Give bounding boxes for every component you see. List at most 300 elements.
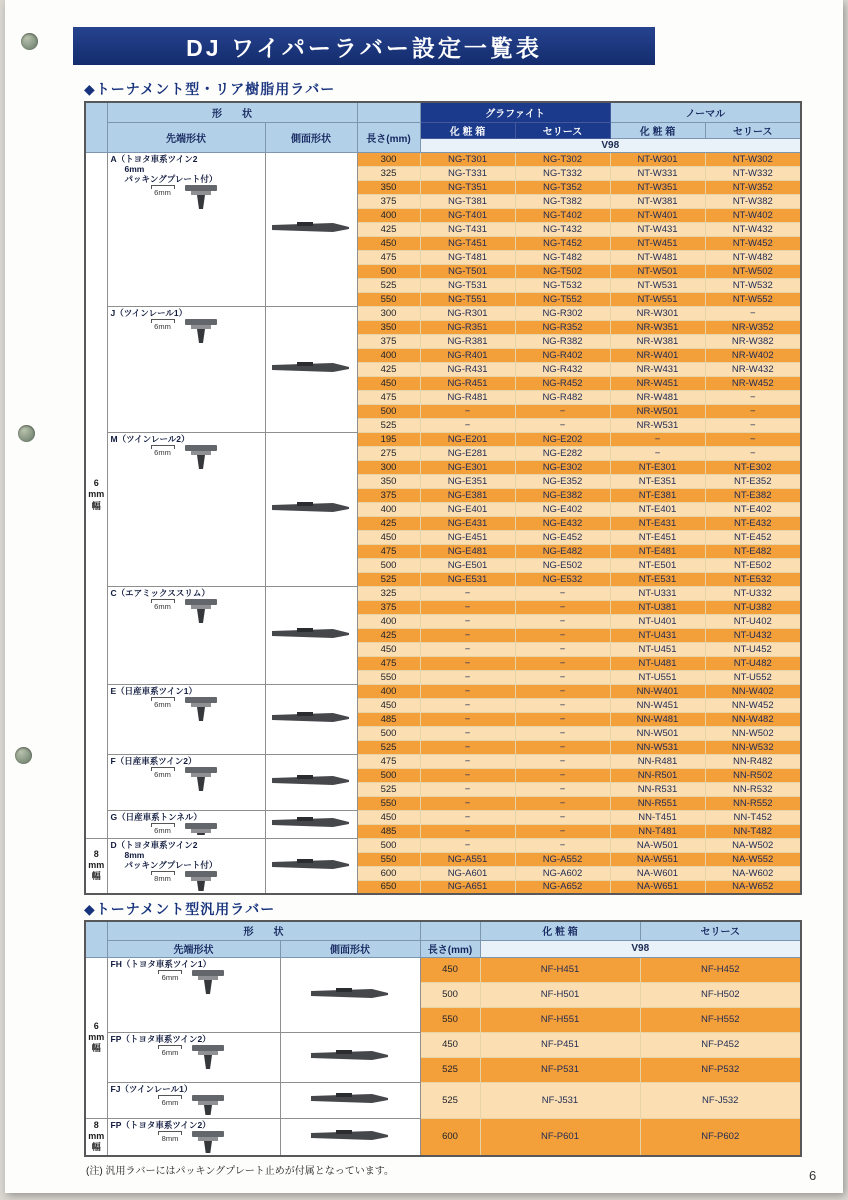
product-code-cell: NN-R502	[705, 768, 801, 782]
table-row	[85, 754, 801, 768]
side-shape-cell	[280, 1082, 420, 1118]
length-cell: 300	[357, 306, 420, 320]
product-code-cell: NG-T532	[515, 278, 610, 292]
product-code-cell: NG-A652	[515, 880, 610, 894]
product-code-cell: NG-R382	[515, 334, 610, 348]
length-cell: 525	[357, 418, 420, 432]
product-code-cell: NT-W531	[610, 278, 705, 292]
product-code-cell: NG-E532	[515, 572, 610, 586]
product-code-cell: −	[610, 432, 705, 446]
product-code-cell: NA-W502	[705, 838, 801, 852]
group-label: M（ツインレール2）	[110, 433, 190, 444]
length-cell: 450	[357, 810, 420, 824]
product-code-cell: −	[515, 600, 610, 614]
table-row	[85, 586, 801, 600]
product-code-cell: NT-W432	[705, 222, 801, 236]
product-code-cell: NG-E482	[515, 544, 610, 558]
product-code-cell: −	[420, 628, 515, 642]
product-code-cell: NT-U332	[705, 586, 801, 600]
product-code-cell: NT-E482	[705, 544, 801, 558]
product-code-cell: NF-P601	[480, 1118, 640, 1156]
product-code-cell: NT-E381	[610, 488, 705, 502]
product-code-cell: NR-W381	[610, 334, 705, 348]
product-code-cell: −	[515, 726, 610, 740]
product-code-cell: NG-T531	[420, 278, 515, 292]
section2-heading: ◆トーナメント型汎用ラバー	[84, 901, 276, 917]
shape-col-header: 形 状	[107, 921, 420, 940]
tip-shape-photo	[187, 969, 229, 995]
product-code-cell: NT-U382	[705, 600, 801, 614]
tip-shape-cell	[107, 1118, 280, 1156]
product-code-cell: NT-W331	[610, 166, 705, 180]
width-col-header	[85, 102, 107, 152]
product-code-cell: NG-R481	[420, 390, 515, 404]
product-code-cell: NF-H502	[640, 982, 801, 1007]
product-code-cell: NT-E382	[705, 488, 801, 502]
tip-size-label: 6mm	[158, 970, 182, 995]
product-code-cell: NG-T501	[420, 264, 515, 278]
group-label: E（日産車系ツイン1）	[110, 685, 197, 696]
product-code-cell: −	[705, 432, 801, 446]
product-code-cell: NG-T431	[420, 222, 515, 236]
length-cell: 400	[357, 684, 420, 698]
side-shape-cell	[265, 838, 357, 894]
tip-size-label: 8mm	[151, 871, 175, 890]
tip-size-label: 6mm	[151, 767, 175, 792]
product-code-cell: NG-T401	[420, 208, 515, 222]
product-code-cell: −	[420, 726, 515, 740]
normal-header: ノーマル	[610, 102, 801, 122]
side-shape-photo	[271, 774, 351, 787]
product-code-cell: −	[420, 712, 515, 726]
tip-shape-cell	[107, 306, 265, 432]
length-cell: 450	[357, 530, 420, 544]
product-code-cell: NN-T452	[705, 810, 801, 824]
product-code-cell: NN-W452	[705, 698, 801, 712]
group-label: C（エアミックススリム）	[110, 587, 210, 598]
table-row	[85, 684, 801, 698]
product-code-cell: NG-E432	[515, 516, 610, 530]
product-code-cell: NG-T451	[420, 236, 515, 250]
product-code-cell: −	[420, 656, 515, 670]
table-row	[85, 152, 801, 166]
length-cell: 550	[420, 1007, 480, 1032]
product-code-cell: NG-E381	[420, 488, 515, 502]
product-code-cell: −	[420, 740, 515, 754]
group-label: A（トヨタ車系ツイン2 6mm パッキングプレート付）	[110, 153, 218, 184]
width-label: 6 mm 幅	[85, 957, 107, 1118]
side-shape-cell	[280, 957, 420, 1032]
product-code-cell: NG-T302	[515, 152, 610, 166]
side-shape-cell	[280, 1032, 420, 1082]
length-cell: 475	[357, 390, 420, 404]
product-code-cell: NN-T451	[610, 810, 705, 824]
product-code-cell: NG-R482	[515, 390, 610, 404]
product-code-cell: NT-W332	[705, 166, 801, 180]
product-code-cell: NR-W401	[610, 348, 705, 362]
product-code-cell: NN-R531	[610, 782, 705, 796]
tip-shape-cell	[107, 152, 265, 306]
product-code-cell: NN-W402	[705, 684, 801, 698]
product-code-cell: −	[515, 418, 610, 432]
product-code-cell: NT-U551	[610, 670, 705, 684]
product-code-cell: NR-W382	[705, 334, 801, 348]
graphite-box-header: 化 粧 箱	[420, 122, 515, 138]
product-code-cell: NG-R452	[515, 376, 610, 390]
product-code-cell: NF-H552	[640, 1007, 801, 1032]
product-code-cell: NN-W502	[705, 726, 801, 740]
length-cell: 475	[357, 544, 420, 558]
side-shape-photo	[310, 1092, 390, 1105]
product-code-cell: NT-U331	[610, 586, 705, 600]
product-code-cell: NT-E431	[610, 516, 705, 530]
graphite-header: グラファイト	[420, 102, 610, 122]
product-code-cell: NG-E352	[515, 474, 610, 488]
shape-col-header: 形 状	[107, 102, 357, 122]
side-shape-photo	[271, 361, 351, 374]
product-code-cell: NN-R552	[705, 796, 801, 810]
length-cell: 550	[357, 670, 420, 684]
group-label: FP（トヨタ車系ツイン2）	[110, 1119, 211, 1130]
product-code-cell: NG-T382	[515, 194, 610, 208]
product-code-cell: NA-W601	[610, 866, 705, 880]
product-code-cell: −	[420, 698, 515, 712]
tip-size-label: 6mm	[151, 319, 175, 344]
table-row	[85, 1032, 801, 1057]
product-code-cell: NN-W401	[610, 684, 705, 698]
tip-shape-photo	[180, 822, 222, 835]
side-shape-photo	[310, 1049, 390, 1062]
product-code-cell: NT-W452	[705, 236, 801, 250]
product-code-cell: NG-T502	[515, 264, 610, 278]
header-row	[85, 102, 801, 122]
length-cell: 375	[357, 488, 420, 502]
product-code-cell: NN-W451	[610, 698, 705, 712]
product-code-cell: NT-W352	[705, 180, 801, 194]
side-shape-cell	[265, 306, 357, 432]
product-code-cell: −	[515, 824, 610, 838]
product-code-cell: NT-E401	[610, 502, 705, 516]
page-number: 6	[809, 1168, 817, 1183]
length-cell: 525	[420, 1057, 480, 1082]
product-code-cell: NT-E452	[705, 530, 801, 544]
product-code-cell: −	[515, 684, 610, 698]
product-code-cell: NT-W451	[610, 236, 705, 250]
binder-hole	[18, 425, 35, 442]
binder-hole	[15, 747, 32, 764]
product-code-cell: NN-T482	[705, 824, 801, 838]
product-code-cell: NT-E402	[705, 502, 801, 516]
product-code-cell: −	[515, 404, 610, 418]
product-code-cell: NN-T481	[610, 824, 705, 838]
product-code-cell: NT-U482	[705, 656, 801, 670]
length-cell: 525	[420, 1082, 480, 1118]
product-code-cell: NG-T332	[515, 166, 610, 180]
tip-shape-cell	[107, 1082, 280, 1118]
product-code-cell: NG-E401	[420, 502, 515, 516]
product-code-cell: NT-W302	[705, 152, 801, 166]
product-code-cell: −	[420, 586, 515, 600]
length-cell: 525	[357, 740, 420, 754]
product-code-cell: NT-E451	[610, 530, 705, 544]
product-code-cell: −	[420, 838, 515, 852]
tip-shape-photo	[187, 1130, 229, 1153]
product-code-cell: NG-T352	[515, 180, 610, 194]
length-cell: 350	[357, 474, 420, 488]
product-code-cell: NR-W481	[610, 390, 705, 404]
product-code-cell: NT-W501	[610, 264, 705, 278]
product-code-cell: NN-W482	[705, 712, 801, 726]
product-code-cell: NR-W301	[610, 306, 705, 320]
product-code-cell: NT-E532	[705, 572, 801, 586]
length-cell: 425	[357, 222, 420, 236]
normal-series-header: セリース	[705, 122, 801, 138]
product-code-cell: NG-T552	[515, 292, 610, 306]
general-rubber-table	[84, 920, 802, 1157]
length-cell: 425	[357, 516, 420, 530]
header-row	[85, 940, 801, 957]
length-cell: 325	[357, 166, 420, 180]
tip-shape-cell	[107, 754, 265, 810]
product-code-cell: NT-W502	[705, 264, 801, 278]
length-cell: 550	[357, 292, 420, 306]
side-shape-cell	[280, 1118, 420, 1156]
product-code-cell: NR-W451	[610, 376, 705, 390]
side-shape-photo	[310, 1129, 390, 1142]
product-code-cell: NG-A602	[515, 866, 610, 880]
tip-shape-cell	[107, 957, 280, 1032]
product-code-cell: −	[515, 656, 610, 670]
side-shape-header: 側面形状	[265, 122, 357, 152]
product-code-cell: NF-P451	[480, 1032, 640, 1057]
product-code-cell: NN-W501	[610, 726, 705, 740]
length-cell: 475	[357, 250, 420, 264]
product-code-cell: NG-E282	[515, 446, 610, 460]
catalog-page	[5, 0, 843, 1193]
product-code-cell: NG-R301	[420, 306, 515, 320]
table-row	[85, 1082, 801, 1118]
length-cell: 195	[357, 432, 420, 446]
product-code-cell: NR-W531	[610, 418, 705, 432]
length-col-spacer	[420, 921, 480, 940]
product-code-cell: NG-A552	[515, 852, 610, 866]
product-code-cell: NR-W452	[705, 376, 801, 390]
tip-shape-header: 先端形状	[107, 940, 280, 957]
product-code-cell: NG-E281	[420, 446, 515, 460]
side-shape-photo	[271, 501, 351, 514]
product-code-cell: NG-A651	[420, 880, 515, 894]
length-cell: 400	[357, 614, 420, 628]
product-code-cell: NF-J531	[480, 1082, 640, 1118]
product-code-cell: NN-W531	[610, 740, 705, 754]
footnote: (注) 汎用ラバーにはパッキングプレート止めが付属となっています。	[86, 1166, 394, 1177]
tip-shape-cell	[107, 810, 265, 838]
tip-size-label: 6mm	[151, 697, 175, 722]
product-code-cell: NT-W351	[610, 180, 705, 194]
product-code-cell: NT-E302	[705, 460, 801, 474]
product-code-cell: NG-R302	[515, 306, 610, 320]
product-code-cell: −	[705, 306, 801, 320]
side-shape-cell	[265, 684, 357, 754]
product-code-cell: −	[705, 418, 801, 432]
product-code-cell: NR-W402	[705, 348, 801, 362]
length-cell: 500	[357, 264, 420, 278]
v98-header: V98	[480, 940, 801, 957]
product-code-cell: NF-J532	[640, 1082, 801, 1118]
product-code-cell: NG-A601	[420, 866, 515, 880]
tip-size-label: 6mm	[151, 823, 175, 835]
product-code-cell: NT-U451	[610, 642, 705, 656]
length-cell: 550	[357, 852, 420, 866]
page-title: DJ ワイパーラバー設定一覧表	[186, 34, 542, 61]
product-code-cell: NG-E202	[515, 432, 610, 446]
length-cell: 500	[357, 726, 420, 740]
tip-shape-cell	[107, 432, 265, 586]
product-code-cell: NT-U402	[705, 614, 801, 628]
length-cell: 650	[357, 880, 420, 894]
length-cell: 350	[357, 320, 420, 334]
product-code-cell: NN-R482	[705, 754, 801, 768]
side-shape-photo	[271, 627, 351, 640]
product-code-cell: −	[515, 754, 610, 768]
product-code-cell: −	[705, 446, 801, 460]
product-code-cell: NG-T481	[420, 250, 515, 264]
side-shape-photo	[271, 816, 351, 829]
tip-size-label: 6mm	[151, 599, 175, 624]
length-cell: 325	[357, 586, 420, 600]
product-code-cell: NT-U431	[610, 628, 705, 642]
tip-shape-photo	[180, 318, 222, 344]
side-shape-photo	[310, 987, 390, 1000]
width-label: 8 mm 幅	[85, 838, 107, 894]
length-cell: 300	[357, 152, 420, 166]
length-cell: 485	[357, 712, 420, 726]
product-code-cell: NT-W551	[610, 292, 705, 306]
length-cell: 375	[357, 194, 420, 208]
table-row	[85, 838, 801, 852]
product-code-cell: NG-E351	[420, 474, 515, 488]
product-code-cell: NT-E301	[610, 460, 705, 474]
product-code-cell: −	[420, 614, 515, 628]
binder-hole	[21, 33, 38, 50]
product-code-cell: −	[420, 824, 515, 838]
product-code-cell: NG-E402	[515, 502, 610, 516]
product-code-cell: NT-U552	[705, 670, 801, 684]
product-code-cell: NG-E382	[515, 488, 610, 502]
product-code-cell: NG-E452	[515, 530, 610, 544]
product-code-cell: −	[515, 838, 610, 852]
product-code-cell: NG-T452	[515, 236, 610, 250]
product-code-cell: NT-U381	[610, 600, 705, 614]
product-code-cell: NT-W381	[610, 194, 705, 208]
length-cell: 500	[357, 768, 420, 782]
product-code-cell: NG-E451	[420, 530, 515, 544]
length-cell: 485	[357, 824, 420, 838]
product-code-cell: NT-U432	[705, 628, 801, 642]
length-cell: 375	[357, 600, 420, 614]
tip-size-label: 6mm	[158, 1095, 182, 1115]
side-shape-cell	[265, 152, 357, 306]
product-code-cell: NF-H501	[480, 982, 640, 1007]
title-banner	[73, 27, 655, 65]
tip-shape-photo	[180, 598, 222, 624]
length-cell: 425	[357, 628, 420, 642]
tip-size-label: 8mm	[158, 1131, 182, 1153]
product-code-cell: NT-E351	[610, 474, 705, 488]
length-cell: 450	[357, 236, 420, 250]
product-code-cell: NT-E501	[610, 558, 705, 572]
product-code-cell: NG-T551	[420, 292, 515, 306]
tip-shape-photo	[180, 766, 222, 792]
group-label: FP（トヨタ車系ツイン2）	[110, 1033, 211, 1044]
length-cell: 525	[357, 572, 420, 586]
tip-shape-photo	[187, 1094, 229, 1115]
length-cell: 600	[357, 866, 420, 880]
product-code-cell: NG-E302	[515, 460, 610, 474]
product-code-cell: NG-E201	[420, 432, 515, 446]
length-cell: 400	[357, 348, 420, 362]
product-code-cell: NG-R451	[420, 376, 515, 390]
side-shape-photo	[271, 858, 351, 871]
product-code-cell: NT-W431	[610, 222, 705, 236]
product-code-cell: −	[420, 768, 515, 782]
product-code-cell: NA-W501	[610, 838, 705, 852]
product-code-cell: NR-W431	[610, 362, 705, 376]
group-label: G（日産車系トンネル）	[110, 811, 202, 822]
product-code-cell: −	[420, 782, 515, 796]
side-shape-cell	[265, 754, 357, 810]
product-code-cell: NF-H451	[480, 957, 640, 982]
group-label: D（トヨタ車系ツイン2 8mm パッキングプレート付）	[110, 839, 218, 870]
product-code-cell: −	[515, 768, 610, 782]
product-code-cell: −	[420, 418, 515, 432]
product-code-cell: −	[420, 404, 515, 418]
product-code-cell: NR-W351	[610, 320, 705, 334]
length-cell: 450	[420, 957, 480, 982]
product-code-cell: NN-W532	[705, 740, 801, 754]
v98-header: V98	[420, 138, 801, 152]
tip-shape-cell	[107, 838, 265, 894]
product-code-cell: −	[515, 740, 610, 754]
product-code-cell: NA-W551	[610, 852, 705, 866]
table-row	[85, 1118, 801, 1156]
side-shape-cell	[265, 810, 357, 838]
product-code-cell: −	[610, 446, 705, 460]
product-code-cell: −	[420, 684, 515, 698]
product-code-cell: NT-U401	[610, 614, 705, 628]
length-cell: 450	[357, 698, 420, 712]
tip-shape-cell	[107, 684, 265, 754]
product-code-cell: NG-R402	[515, 348, 610, 362]
table-row	[85, 432, 801, 446]
product-code-cell: −	[515, 586, 610, 600]
product-code-cell: −	[515, 614, 610, 628]
length-cell: 450	[420, 1032, 480, 1057]
product-code-cell: NG-T301	[420, 152, 515, 166]
product-code-cell: −	[420, 754, 515, 768]
length-cell: 600	[420, 1118, 480, 1156]
product-code-cell: −	[420, 796, 515, 810]
product-code-cell: NR-W501	[610, 404, 705, 418]
length-cell: 475	[357, 656, 420, 670]
header-row	[85, 122, 801, 138]
length-cell: 475	[357, 754, 420, 768]
product-code-cell: −	[515, 796, 610, 810]
length-cell: 400	[357, 502, 420, 516]
product-code-cell: NG-R431	[420, 362, 515, 376]
product-code-cell: −	[420, 600, 515, 614]
width-col-header	[85, 921, 107, 957]
